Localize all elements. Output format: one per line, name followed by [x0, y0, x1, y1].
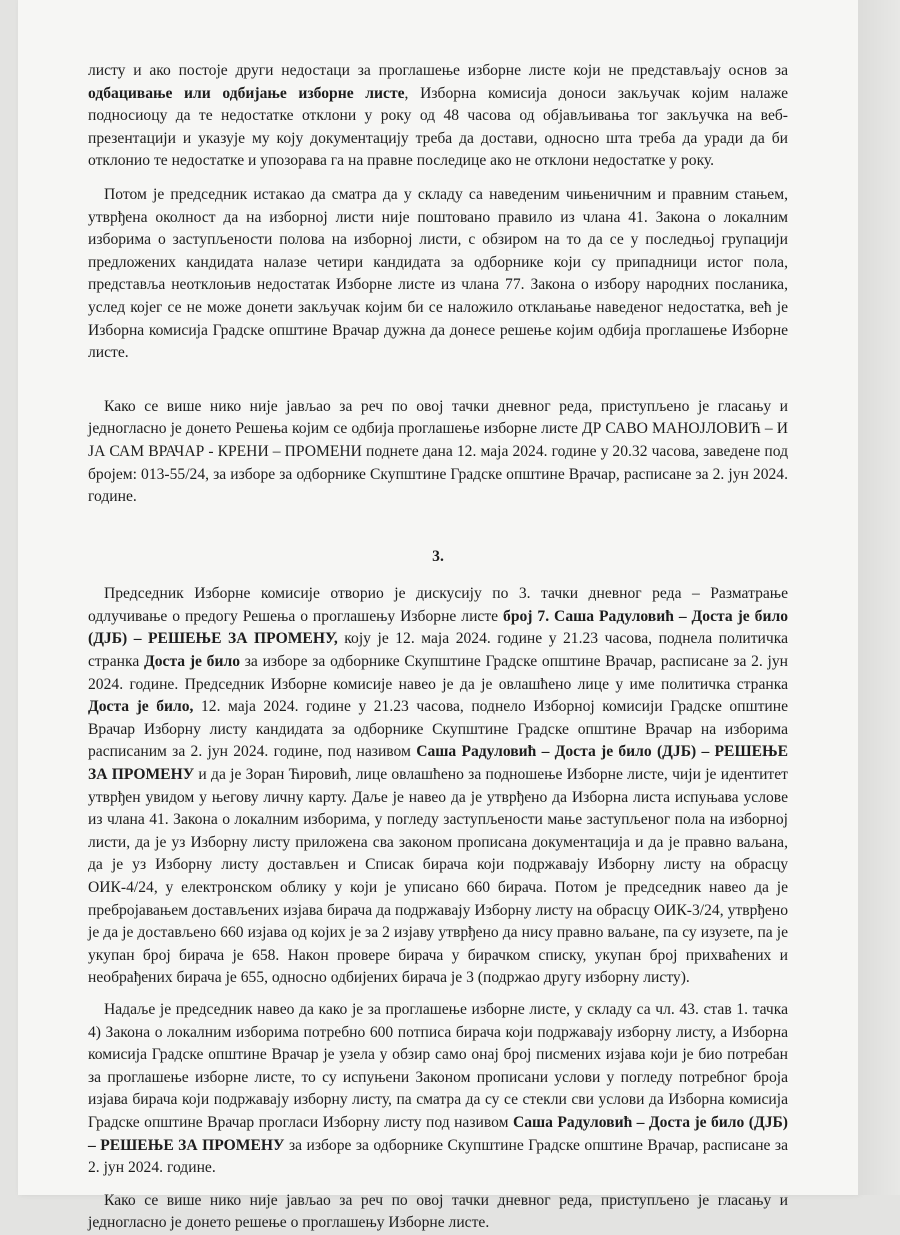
paragraph-5 — [88, 999, 788, 1180]
document-body — [88, 60, 788, 1235]
text-run: и да је Зоран Ћировић, лице овлашћено за подношење Изборне листе, чији је идентитет утврђен увидом у његову личну карту. Даље је навео да је утврђено да Изборна листа испуњава услове из члана 41. Закона о локалним изборима, у погледу заступљености мање заступљеног пола на изборној листи, да је уз Изборну листу приложена сва законом прописана документација и да је правно ваљана, да је уз Изборну листу достављен и Списак бирача који подржавају Изборну листу на обрасцу ОИК-4/24, у електронском облику у који је уписано 660 бирача. Потом је председник навео да је пребројавањем достављених изјава бирача да подржавају Изборну листу на обрасцу ОИК-3/24, утврђено је да је достављено 660 изјава од којих је за 2 изјаву утврђено да нису правно ваљане, па су изузете, па је укупан број бирача је 658. Након провере бирача у бирачком списку, укупан број прихваћених и необрађених бирача је 655, односно одбијених бирача је 3 (подржао другу изборну листу). — [88, 766, 788, 987]
paragraph-1 — [88, 60, 788, 173]
bold-text-run: Саша Радуловић – Доста је било (ДЈБ) – РЕШЕЊЕ ЗА ПРОМЕНУ — [88, 743, 788, 784]
bold-text-run: Саша Радуловић – Доста је било (ДЈБ) – РЕШЕЊЕ ЗА ПРОМЕНУ — [88, 1113, 788, 1154]
bold-text-run: Доста је било — [144, 653, 241, 671]
text-run: 12. маја 2024. године у 21.23 часова, поднело Изборној комисији Градске општине Врачар Изборну листу кандидата за одборнике Скупштине Градске општине Врачар на изборима расписаним за 2. јун 2024. године, под називом — [88, 698, 788, 761]
section-number: 3. — [432, 547, 444, 565]
paragraph-6: Како се више нико није јављао за реч по овој тачки дневног реда, приступљено је гласању и једногласно је донето решење о проглашењу Изборне листе. — [88, 1191, 788, 1232]
paragraph-3: Како се више нико није јављао за реч по овој тачки дневног реда, приступљено је гласању и једногласно је донето Решења којим се одбија проглашење изборне листе ДР САВО МАНОЈЛОВИЋ – И ЈА САМ ВРАЧАР - КРЕНИ – ПРОМЕНИ поднете дана 12. маја 2024. године у 20.32 часова, заведене под бројем: 013-55/24, за изборе за одборнике Скупштине Градске општине Врачар, расписане за 2. јун 2024. године. — [88, 397, 788, 506]
page-edge-background — [858, 0, 900, 1195]
bold-text-run: Доста је било, — [88, 698, 194, 716]
document-page — [18, 0, 858, 1232]
paragraph-4 — [88, 583, 788, 990]
bold-text-run: број 7. Саша Радуловић – Доста је било (ДЈБ) – РЕШЕЊЕ ЗА ПРОМЕНУ, — [88, 607, 788, 648]
text-run: Надаље је председник навео да како је за проглашење изборне листе, у складу са чл. 43. став 1. тачка 4) Закона о локалним изборима потребно 600 потписа бирача који подржавају изборну листу, а Изборна комисија Градске општине Врачар је узела у обзир само онај број писмених изјава који је био потребан за проглашење изборне листе, то су испуњени Законом прописани услови у погледу потребног броја изјава бирача који подржавају изборну листу, па сматра да су се стекли сви услови да Изборна комисија Градске општине Врачар прогласи Изборну листу под називом — [88, 1000, 788, 1131]
text-run: за изборе за одборнике Скупштине Градске општине Врачар, расписане за 2. јун 2024. године. — [88, 1136, 788, 1177]
bold-text-run: одбацивање или одбијање изборне листе — [88, 84, 405, 102]
text-run: за изборе за одборнике Скупштине Градске општине Врачар, расписане за 2. јун 2024. године. Председник Изборне комисије навео је да је овлашћено лице у име политичка странка — [88, 653, 789, 693]
text-run: листу и ако постоје други недостаци за проглашење изборне листе који не представљају основ за — [88, 62, 788, 79]
paragraph-2: Потом је председник истакао да сматра да у складу са наведеним чињеничним и правним стањем, утврђена околност да на изборној листи није поштовано правило из члана 41. Закона о локалним изборима о заступљености полова на изборној листи, с обзиром на то да се у последњој групацији предложених кандидата налазе четири кандидата за одборнике који су припадници истог пола, представља неотклоњив недостатак Изборне листе из члана 77. Закона о избору народних посланика, услед којег се не може донети закључак којим би се наложило отклањање наведеног недостатка, већ је Изборна комисија Градске општине Врачар дужна да донесе решење којим одбија проглашење Изборне листе. — [88, 185, 788, 362]
text-run: коју је 12. маја 2024. године у 21.23 часова, поднела политичка странка — [88, 630, 788, 671]
text-run: Председник Изборне комисије отворио је дискусију по 3. тачки дневног реда – Разматрање одлучивање о предогу Решења о проглашењу Изборне листе — [88, 585, 788, 625]
text-run: , Изборна комисија доноси закључак којим налаже подносиоцу да те недостатке отклони у року од 48 часова од објављивања тог закључка на веб-презентацији и указује му коју документацију треба да достави, односно шта треба да уради да би отклонио те недостатке и упозорава га на правне последице ако не отклони недостатке у року. — [88, 84, 788, 170]
